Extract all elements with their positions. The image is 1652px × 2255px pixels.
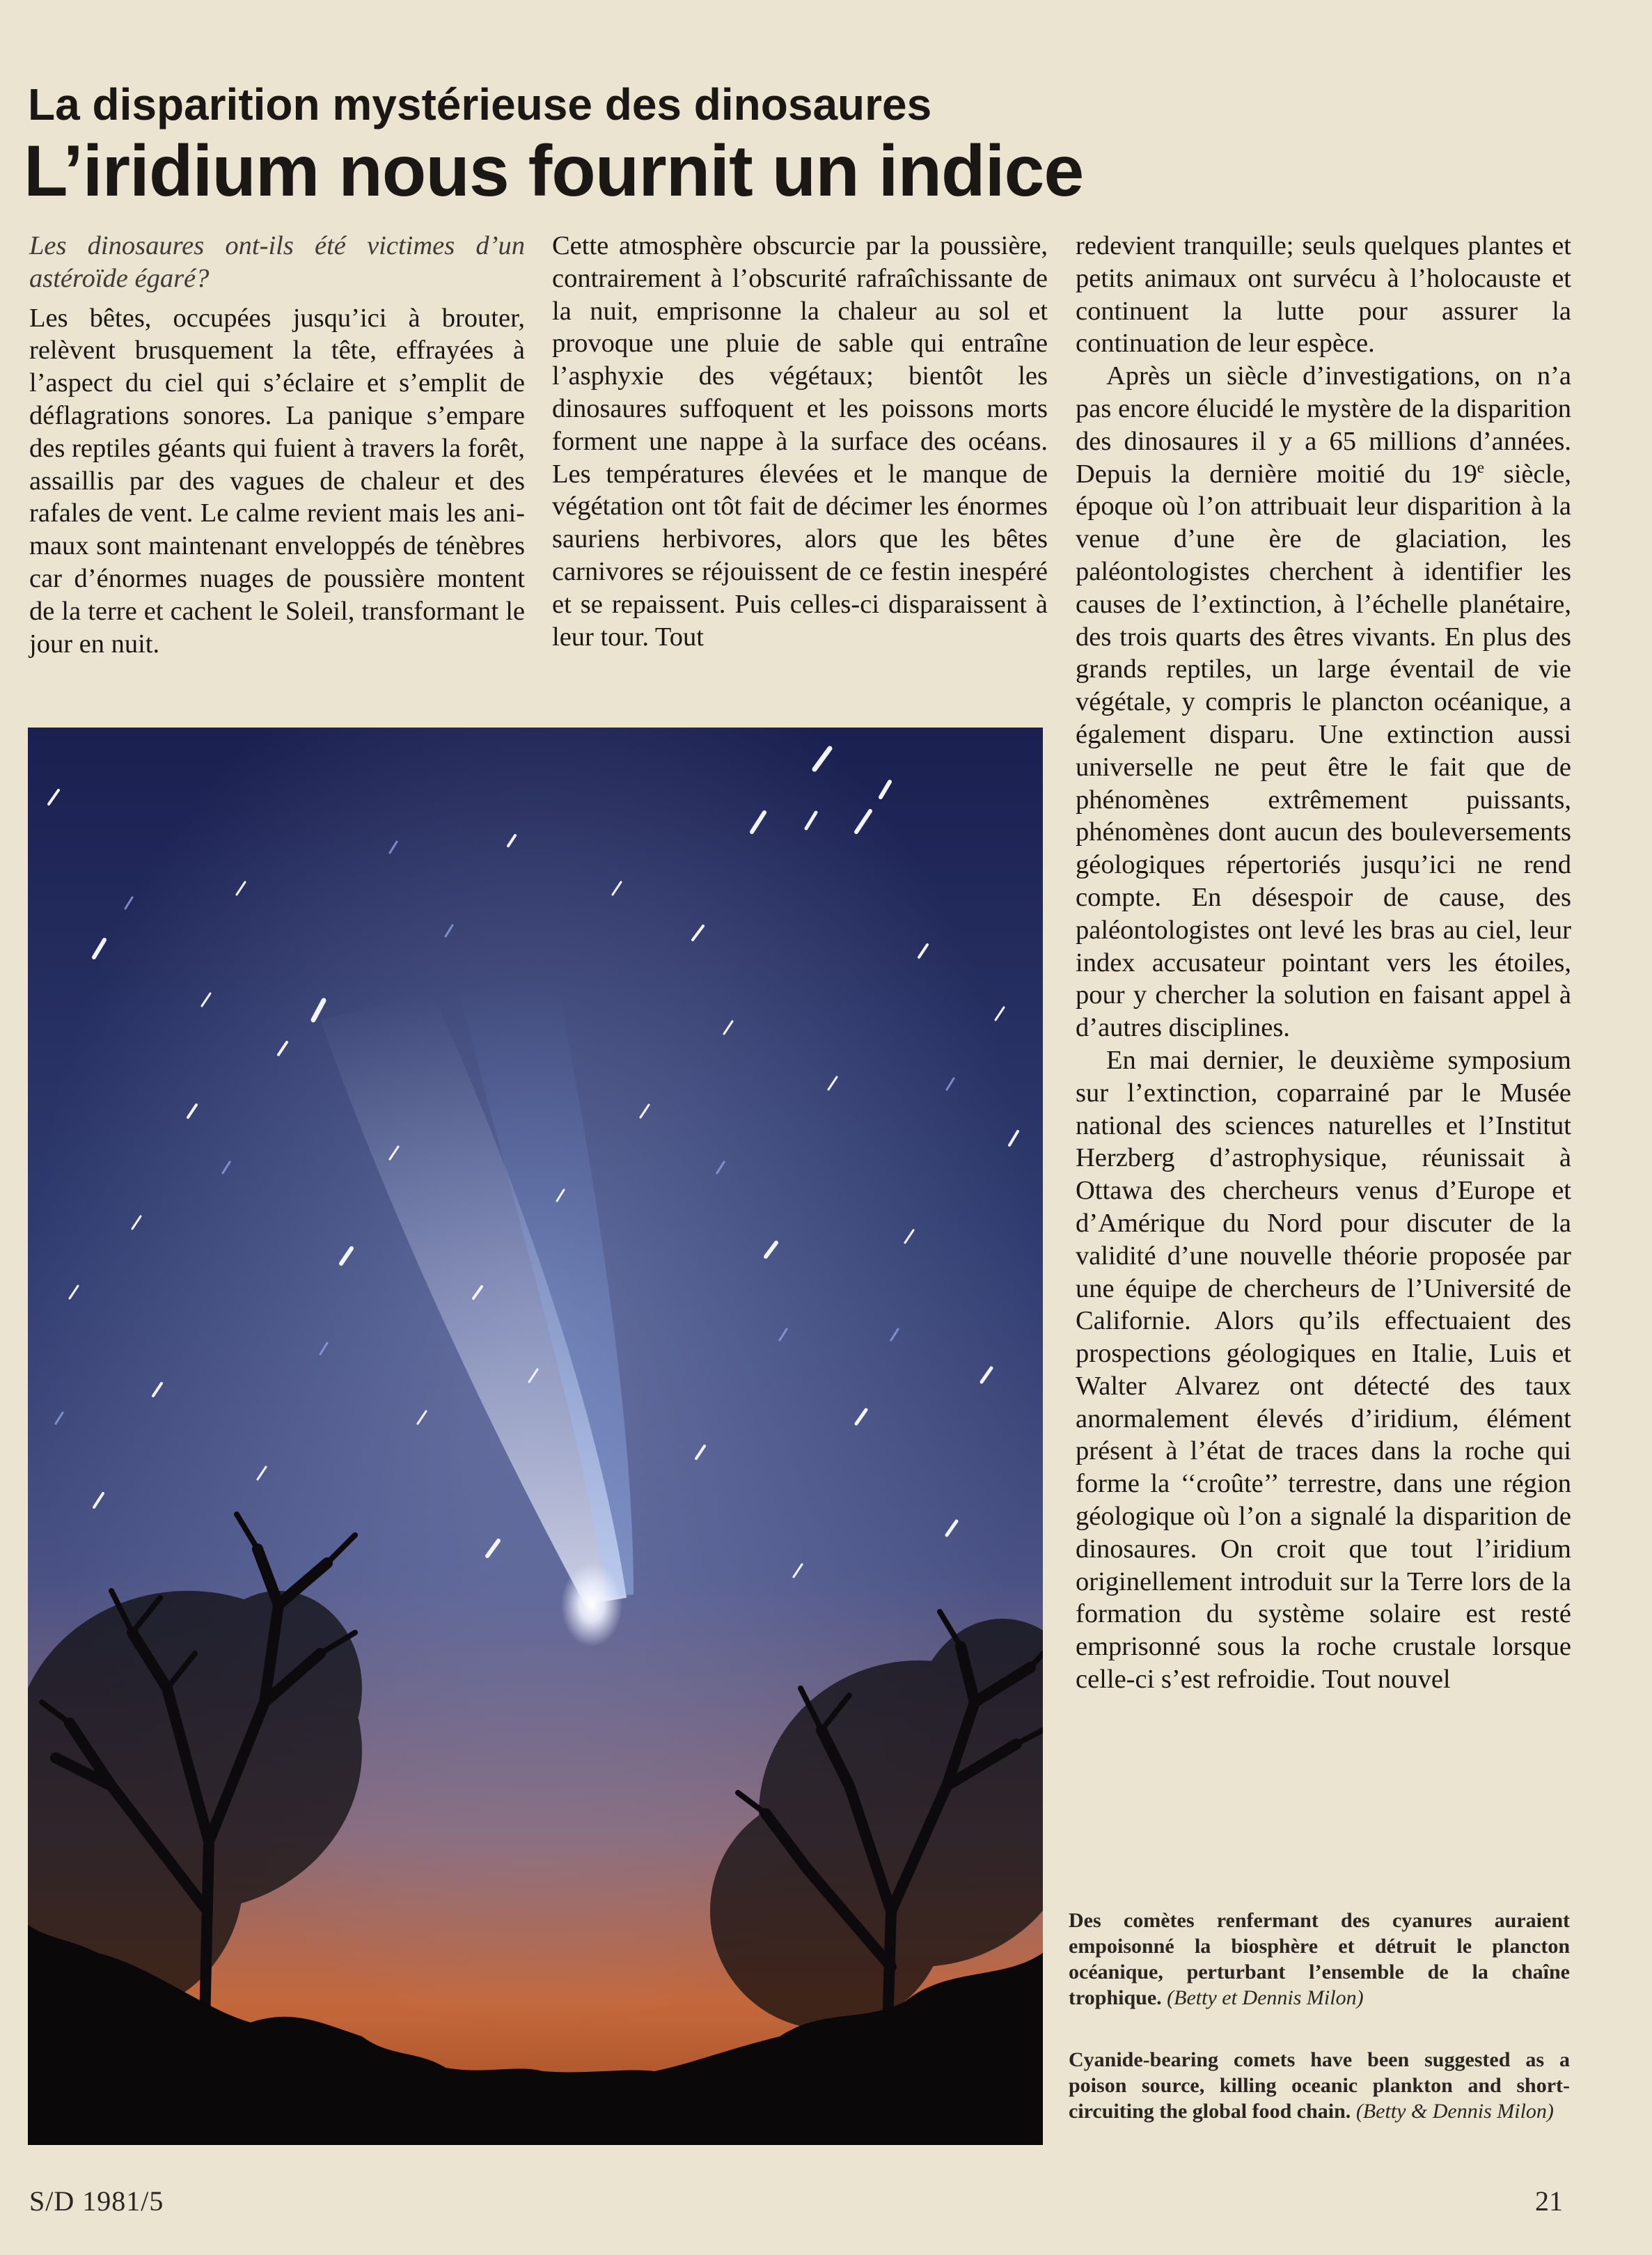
caption-text: Cyanide-bearing comets have been suggested as a poison source, killing oceanic plankton and short-circuiting the global food chain. [1069, 2048, 1570, 2123]
article-paragraph: redevient tranquille; seuls quelques plantes et petits animaux ont survécu à l’holocauste et continuent la lutte pour assurer la continuation de leur espèce. [1076, 231, 1571, 359]
text-run: Après un siècle d’investigations, on n’a pas encore élucidé le mystère de la disparition des dinosaures il y a 65 millions d’années. Depuis la dernière moitié du 19 [1076, 361, 1571, 489]
photo-caption-french [1069, 1908, 1570, 2011]
comet-photo-image [28, 728, 1043, 2145]
photo-caption-english [1069, 2047, 1570, 2124]
comet-photograph [28, 728, 1043, 2145]
issue-reference: S/D 1981/5 [29, 2185, 164, 2217]
article-lead: Les dinosaures ont-ils été victimes d’un astéroïde égaré? [29, 231, 525, 293]
article-column-1 [29, 230, 525, 660]
article-paragraph: Cette atmosphère obscurcie par la poussière, contrairement à l’obscurité rafraîchissante de la nuit, emprisonne la chaleur au sol et provoque une pluie de sable qui entraîne l’asphyxie des végétaux; bientôt les dinosaures suffoquent et les poissons morts forment une nappe à la surface des océans. Les températures élevées et le manque de végétation ont tôt fait de décimer les énormes sauriens herbivores, alors que les bêtes carnivores se réjouissent de ce festin inespéré et se repaissent. Puis celles-ci disparaissent à leur tour. Tout [552, 231, 1048, 652]
article-paragraph: Les bêtes, occupées jusqu’ici à brouter, relèvent brusquement la tête, effrayées à l’aspect du ciel qui s’éclaire et s’emplit de déflagrations sonores. La panique s’empare des reptiles géants qui fuient à travers la forêt, assaillis par des vagues de chaleur et des rafales de vent. Le calme revient mais les animaux sont maintenant enveloppés de ténèbres car d’énormes nuages de poussière montent de la terre et cachent le Soleil, transformant le jour en nuit. [29, 303, 525, 659]
article-column-2 [552, 230, 1048, 653]
text-run: siècle, époque où l’on attribuait leur disparition à la venue d’une ère de glaciation, les paléontologistes cherchent à identifier les causes de l’extinction, à l’échelle planétaire, des trois quarts des êtres vivants. En plus des grands reptiles, un large éventail de vie végétale, y compris le plancton océanique, a également disparu. Une extinction aussi universelle ne peut être le fait que de phénomènes extrêmement puissants, phénomènes dont aucun des bouleversements géologiques répertoriés jusqu’ici ne rend compte. En désespoir de cause, des paléontologistes ont levé les bras au ciel, leur index accusateur pointant vers les étoiles, pour y chercher la solution en faisant appel à d’autres disciplines. [1076, 459, 1571, 1043]
article-paragraph: En mai dernier, le deuxième symposium sur l’extinction, coparrainé par le Musée national des sciences naturelles et l’Institut Herzberg d’astrophysique, réunissait à Ottawa des chercheurs venus d’Europe et d’Amérique du Nord pour discuter de la validité d’une nouvelle théorie proposée par une équipe de chercheurs de l’Université de Californie. Alors qu’ils effectuaient des prospections géologiques en Italie, Luis et Walter Alvarez ont détecté des taux anormalement élevés d’iridium, élément présent à l’état de traces dans la roche qui forme la ‘‘croûte’’ terrestre, dans une région géologique où l’on a signalé la disparition de dinosaures. On croit que tout l’iridium originellement introduit sur la Terre lors de la formation du système solaire est resté emprisonné sous la roche crustale lorsque celle-ci s’est refroidie. Tout nouvel [1076, 1045, 1571, 1695]
page-title: L’iridium nous fournit un indice [24, 131, 1084, 212]
photo-credit: (Betty & Dennis Milon) [1355, 2100, 1554, 2123]
caption-text: Des comètes renfermant des cyanures auraient empoisonné la biosphère et détruit le plancton océanique, perturbant l’ensemble de la chaîne trophique. [1069, 1909, 1570, 2009]
photo-credit: (Betty et Dennis Milon) [1167, 1986, 1364, 2009]
page-number: 21 [1535, 2185, 1563, 2217]
kicker-heading: La disparition mystérieuse des dinosaures [28, 79, 932, 129]
superscript: e [1477, 457, 1485, 476]
article-column-3 [1076, 230, 1571, 1696]
article-paragraph [1076, 360, 1571, 1044]
